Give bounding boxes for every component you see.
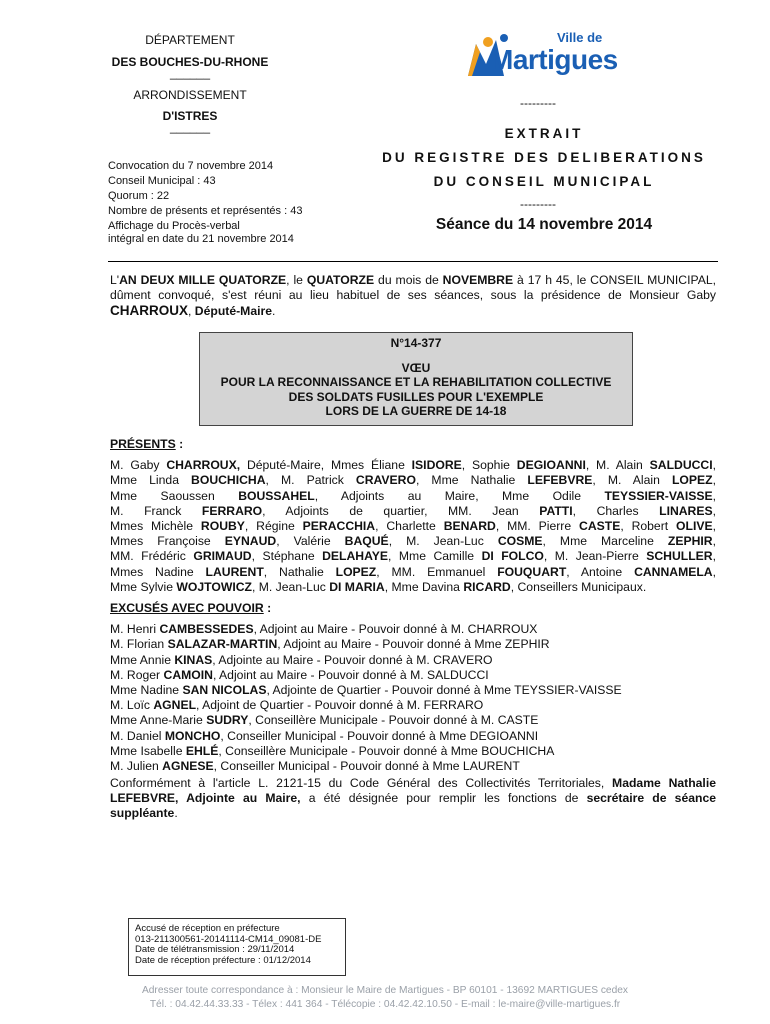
dashes: --------- (520, 197, 556, 211)
excuses-section (110, 601, 716, 774)
excused-member-line: M. Henri CAMBESSEDES, Adjoint au Maire - Pouvoir donné à M. CHARROUX (110, 622, 538, 637)
martigues-logo (462, 24, 638, 82)
secretaire-paragraph: Conformément à l'article L. 2121-15 du Code Général des Collectivités Territoriales, Madame Nathalie LEFEBVRE, Adjointe au Maire, a été désignée pour remplir les fonctions de secrétaire de séance suppléante. (110, 776, 716, 820)
excused-member-line: Mme Isabelle EHLÉ, Conseillère Municipale - Pouvoir donné à Mme BOUCHICHA (110, 743, 555, 758)
deliberation-title-line2: DES SOLDATS FUSILLES POUR L'EXEMPLE (288, 389, 544, 404)
present-member-line: M. Franck FERRARO, Adjoints de quartier, MM. Jean PATTI, Charles LINARES, (110, 503, 717, 518)
affichage-date-text: intégral en date du 21 novembre 2014 (108, 233, 294, 245)
title-registre: DU REGISTRE DES DELIBERATIONS (382, 150, 706, 165)
excused-member-line: M. Daniel MONCHO, Conseiller Municipal - Pouvoir donné à Mme DEGIOANNI (110, 728, 539, 743)
affichage-text: Affichage du Procès-verbal (108, 220, 240, 232)
present-member-line: Mme Saoussen BOUSSAHEL, Adjoints au Maire, Mme Odile TEYSSIER-VAISSE, (110, 488, 717, 503)
presents-list (110, 458, 716, 595)
meeting-info (108, 160, 348, 246)
convocation-text: Convocation du 7 novembre 2014 (108, 160, 274, 172)
logo-main-text: Martigues (490, 44, 618, 75)
present-member-line: Mme Linda BOUCHICHA, M. Patrick CRAVERO, Mme Nathalie LEFEBVRE, M. Alain LOPEZ, (110, 473, 716, 488)
present-member-line: M. Gaby CHARROUX, Député-Maire, Mmes Éliane ISIDORE, Sophie DEGIOANNI, M. Alain SALDUCCI, (110, 458, 717, 473)
excused-member-line: Mme Anne-Marie SUDRY, Conseillère Municipale - Pouvoir donné à M. CASTE (110, 713, 539, 728)
accuse-line: 013-211300561-20141114-CM14_09081-DE (135, 933, 322, 945)
arrondissement-name: D'ISTRES (162, 109, 218, 123)
excused-member-line: M. Florian SALAZAR-MARTIN, Adjoint au Maire - Pouvoir donné à Mme ZEPHIR (110, 637, 550, 652)
presents-heading: PRÉSENTS : (110, 437, 184, 451)
header-divider (108, 261, 718, 262)
excused-member-line: Mme Nadine SAN NICOLAS, Adjointe de Quartier - Pouvoir donné à Mme TEYSSIER-VAISSE (110, 683, 622, 698)
excuses-heading: EXCUSÉS AVEC POUVOIR : (110, 601, 272, 615)
logo-top-text: Ville de (557, 30, 603, 45)
present-member-line: Mmes Nadine LAURENT, Nathalie LOPEZ, MM. Emmanuel FOUQUART, Antoine CANNAMELA, (110, 564, 716, 579)
title-conseil: DU CONSEIL MUNICIPAL (433, 174, 655, 189)
title-extrait: EXTRAIT (504, 126, 584, 141)
footer-contact: Tél. : 04.42.44.33.33 - Télex : 441 364 - Télécopie : 04.42.42.10.50 - E-mail : le-maire@ville-martigues.fr (149, 999, 621, 1010)
deliberation-box (199, 332, 633, 426)
intro-paragraph: L'AN DEUX MILLE QUATORZE, le QUATORZE du mois de NOVEMBRE à 17 h 45, le CONSEIL MUNICIPAL, dûment convoqué, s'est réuni au lieu habituel de ses séances, sous la présidence de Monsieur Gaby CHARROUX, Député-Maire. (110, 273, 716, 318)
accuse-line: Accusé de réception en préfecture (135, 923, 280, 934)
footer-address: Adresser toute correspondance à : Monsieur le Maire de Martigues - BP 60101 - 13692 MARTIGUES cedex (141, 985, 629, 996)
excused-member-line: Mme Annie KINAS, Adjointe au Maire - Pouvoir donné à M. CRAVERO (110, 652, 493, 667)
quorum-text: Quorum : 22 (108, 190, 170, 202)
separator: ______ (169, 66, 211, 80)
excused-member-line: M. Roger CAMOIN, Adjoint au Maire - Pouvoir donné à M. SALDUCCI (110, 667, 489, 682)
deliberation-voeu: VŒU (401, 360, 431, 375)
excused-member-line: M. Loïc AGNEL, Adjoint de Quartier - Pouvoir donné à M. FERRARO (110, 698, 484, 713)
departement-name: DES BOUCHES-DU-RHONE (111, 55, 269, 69)
presents-section (110, 437, 716, 595)
conseil-text: Conseil Municipal : 43 (108, 175, 216, 187)
present-member-line: Mmes Michèle ROUBY, Régine PERACCHIA, Charlette BENARD, MM. Pierre CASTE, Robert OLIVE, (110, 519, 716, 534)
deliberation-title-line1: POUR LA RECONNAISSANCE ET LA REHABILITATION COLLECTIVE (220, 375, 612, 389)
accuse-line: Date de télétransmission : 29/11/2014 (135, 944, 295, 955)
departement-label: DÉPARTEMENT (145, 33, 235, 47)
accuse-line: Date de réception préfecture : 01/12/2014 (135, 954, 311, 966)
present-member-line: Mmes Françoise EYNAUD, Valérie BAQUÉ, M. Jean-Luc COSME, Mme Marceline ZEPHIR, (110, 534, 716, 549)
arrondissement-label: ARRONDISSEMENT (133, 88, 247, 102)
excuses-list (110, 622, 716, 774)
present-member-line: MM. Frédéric GRIMAUD, Stéphane DELAHAYE, Mme Camille DI FOLCO, M. Jean-Pierre SCHULLER, (110, 549, 716, 564)
present-member-line: Mme Sylvie WOJTOWICZ, M. Jean-Luc DI MARIA, Mme Davina RICARD, Conseillers Municipaux. (110, 579, 647, 594)
presents-count-text: Nombre de présents et représentés : 43 (108, 205, 303, 217)
deliberation-number: N°14-377 (390, 336, 442, 350)
deliberation-title-line3: LORS DE LA GUERRE DE 14-18 (325, 404, 507, 418)
excused-member-line: M. Julien AGNESE, Conseiller Municipal - Pouvoir donné à Mme LAURENT (110, 759, 520, 774)
dashes: --------- (520, 96, 556, 110)
separator: ______ (169, 120, 211, 134)
seance-date: Séance du 14 novembre 2014 (435, 216, 653, 233)
accuse-reception-box (128, 918, 346, 976)
